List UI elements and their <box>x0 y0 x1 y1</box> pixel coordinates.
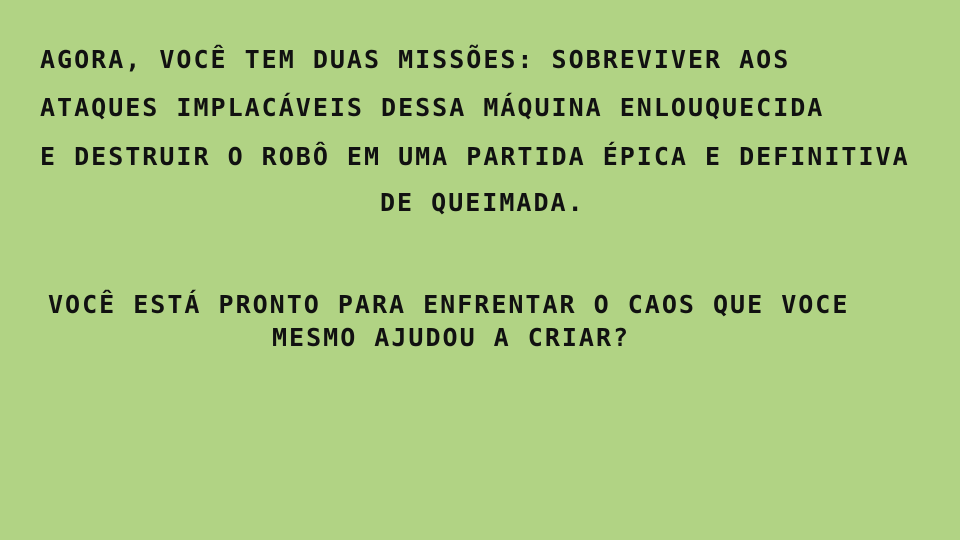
story-line-1: AGORA, VOCÊ TEM DUAS MISSÕES: SOBREVIVER AOS <box>40 45 791 74</box>
question-line-2: MESMO AJUDOU A CRIAR? <box>272 323 631 352</box>
story-line-3: E DESTRUIR O ROBÔ EM UMA PARTIDA ÉPICA E DEFINITIVA <box>40 142 910 171</box>
story-line-4: DE QUEIMADA. <box>380 188 585 217</box>
question-line-1: VOCÊ ESTÁ PRONTO PARA ENFRENTAR O CAOS QUE VOCE <box>48 290 850 319</box>
story-line-2: ATAQUES IMPLACÁVEIS DESSA MÁQUINA ENLOUQUECIDA <box>40 93 825 122</box>
